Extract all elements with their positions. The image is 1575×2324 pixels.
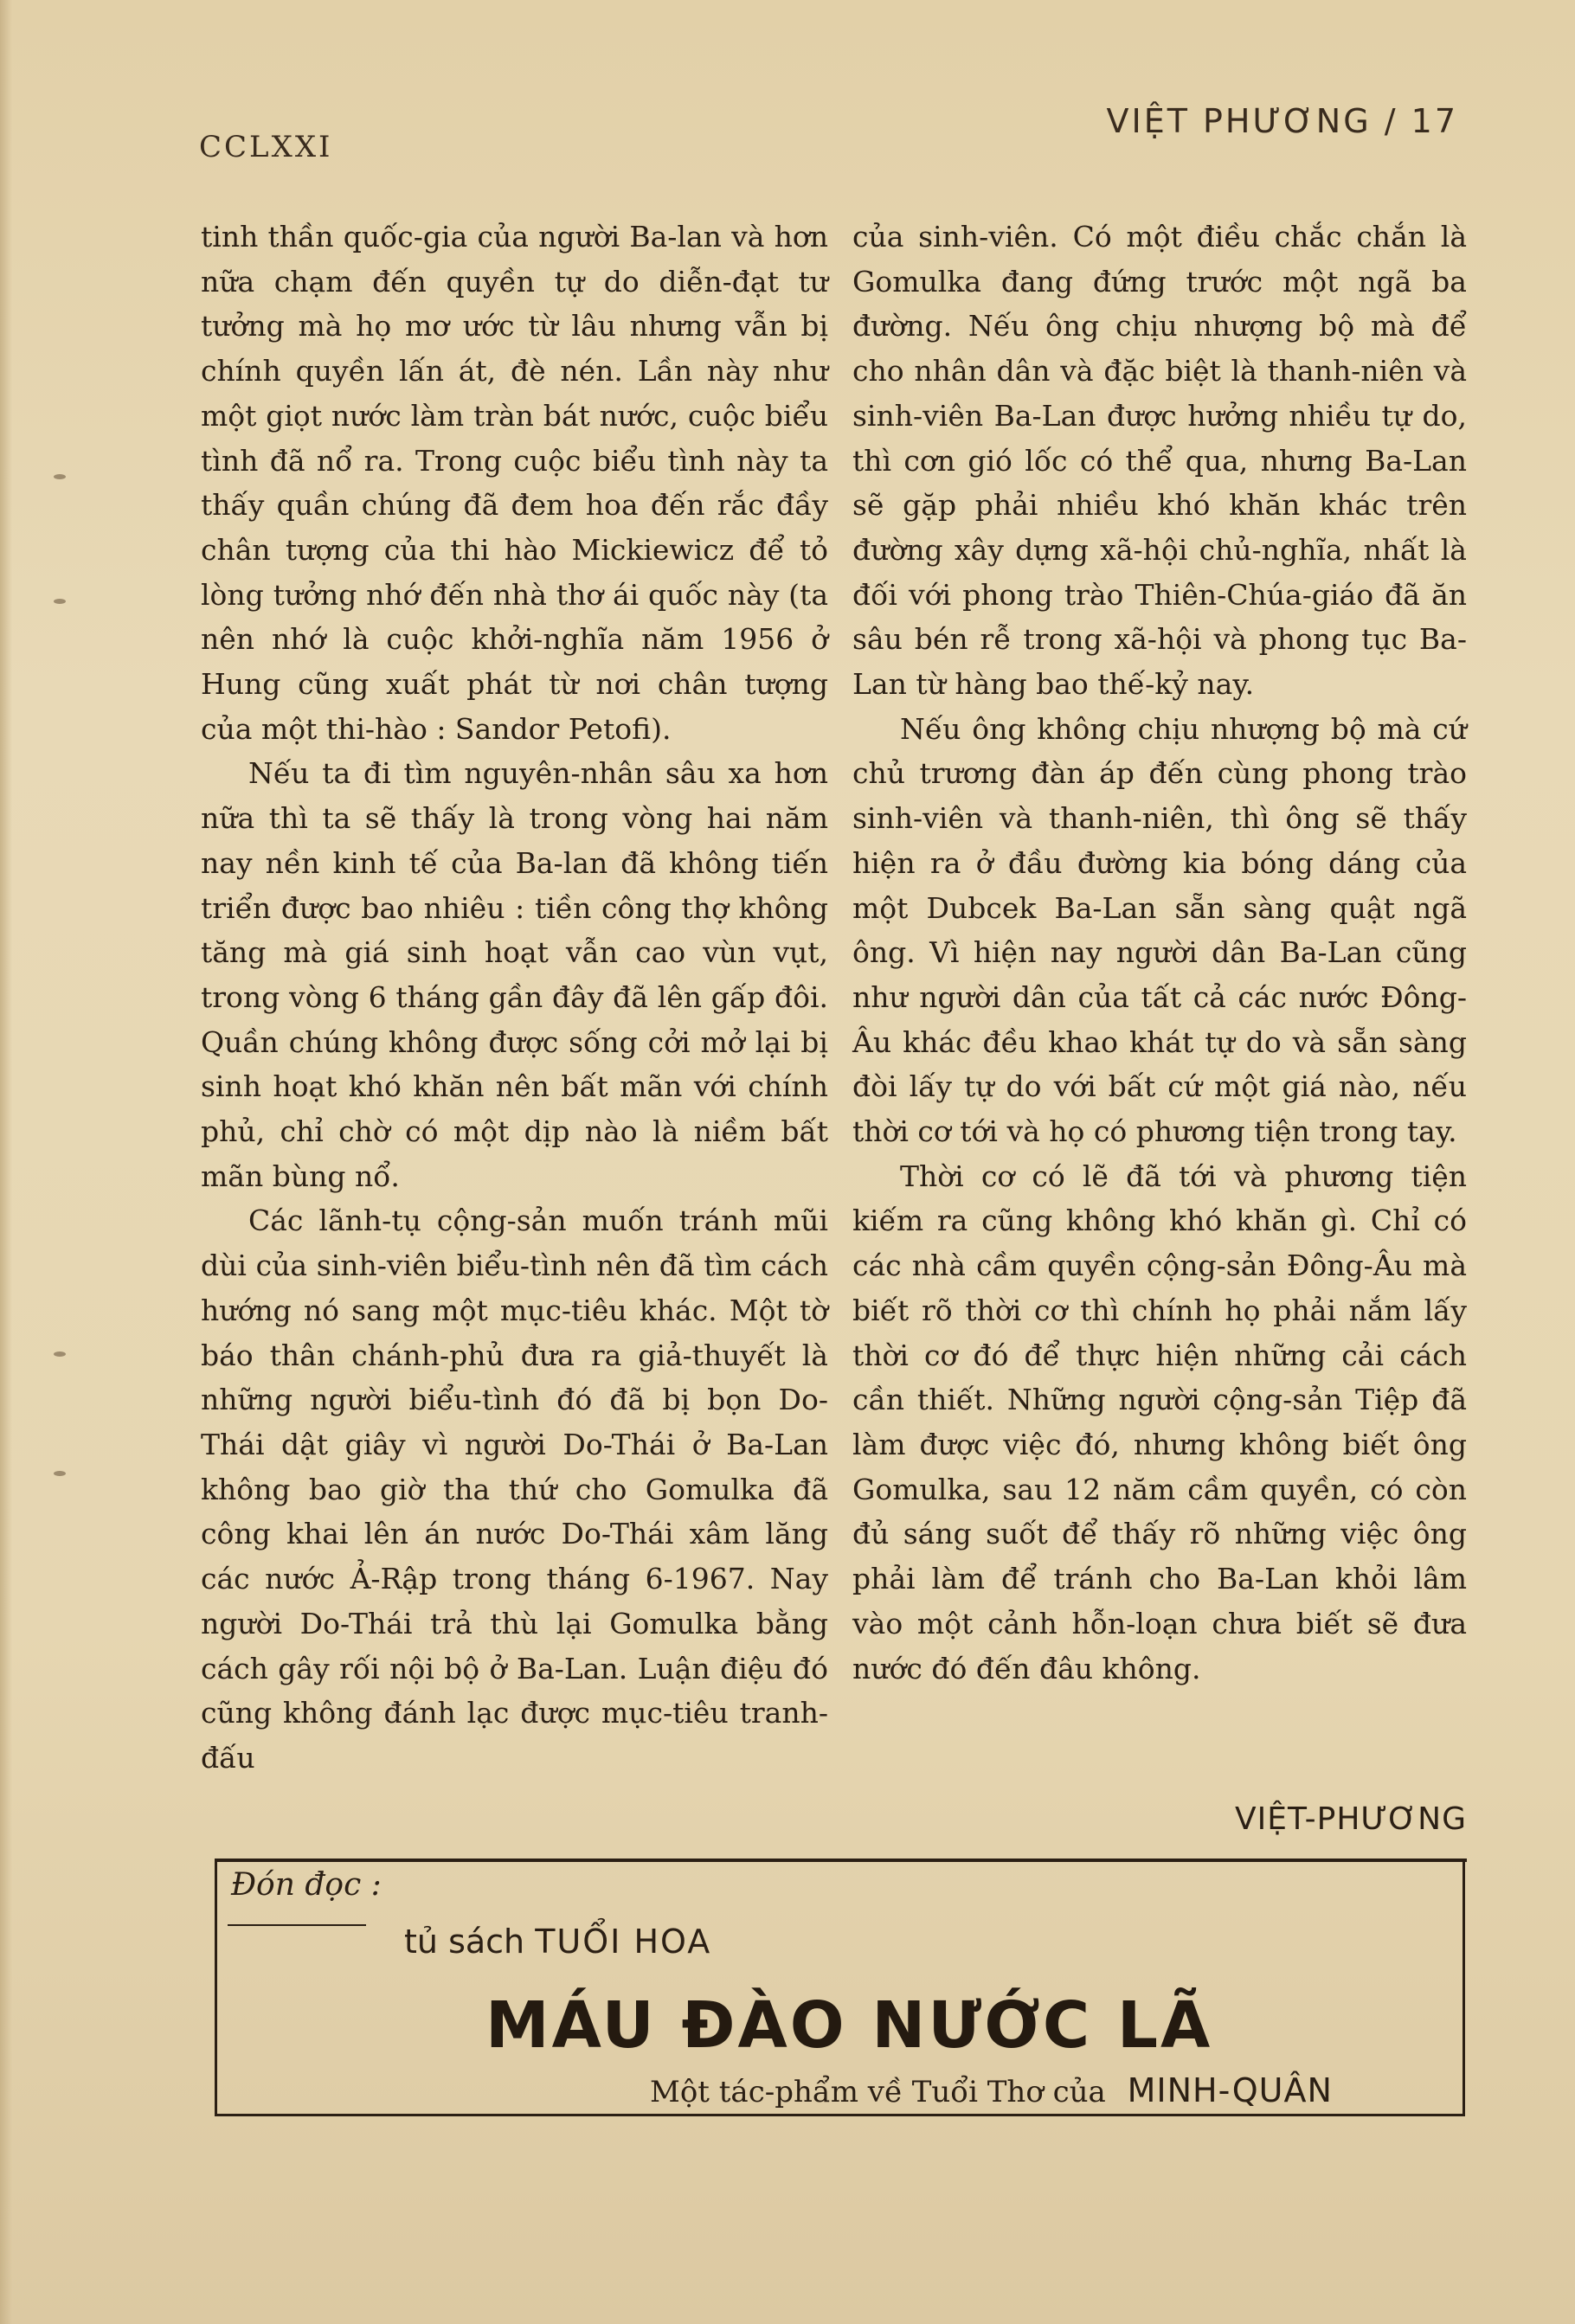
paragraph: Các lãnh-tụ cộng-sản muốn tránh mũi dùi của sinh-viên biểu-tình nên đã tìm cách hướng nó sang một mục-tiêu khác. Một tờ báo thân chánh-phủ đưa ra giả-thuyết là những người biểu-tình đó đã bị bọn Do-Thái dật giây vì người Do-Thái ở Ba-Lan không bao giờ tha thứ cho Gomulka đã công khai lên án nước Do-Thái xâm lăng các nước Ả-Rập trong tháng 6-1967. Nay người Do-Thái trả thù lại Gomulka bằng cách gây rối nội bộ ở Ba-Lan. Luận điệu đó cũng không đánh lạc được mục-tiêu tranh-đấu — [201, 1204, 828, 1775]
paragraph: của sinh-viên. Có một điều chắc chắn là Gomulka đang đứng trước một ngã ba đường. Nếu ông chịu nhượng bộ mà để cho nhân dân và đặc biệt là thanh-niên và sinh-viên Ba-Lan được hưởng nhiều tự do, thì cơn gió lốc có thể qua, nhưng Ba-Lan sẽ gặp phải nhiều khó khăn khác trên đường xây dựng xã-hội chủ-nghĩa, nhất là đối với phong trào Thiên-Chúa-giáo đã ăn sâu bén rễ trong xã-hội và phong tục Ba-Lan từ hàng bao thế-kỷ nay. — [852, 220, 1467, 702]
book-author: MINH-QUÂN — [1127, 2071, 1333, 2109]
left-column — [201, 215, 828, 1781]
binding-mark — [54, 474, 66, 479]
book-series — [404, 1923, 711, 1961]
binding-mark — [54, 599, 66, 604]
ad-heading-underline — [228, 1924, 366, 1926]
book-advertisement — [215, 1860, 1465, 2116]
running-header: VIỆT PHƯƠNG / 17 — [1106, 102, 1458, 140]
book-title: MÁU ĐÀO NƯỚC LÃ — [485, 1988, 1213, 2063]
paragraph: Nếu ông không chịu nhượng bộ mà cứ chủ trương đàn áp đến cùng phong trào sinh-viên và thanh-niên, thì ông sẽ thấy hiện ra ở đầu đường kia bóng dáng của một Dubcek Ba-Lan sẵn sàng quật ngã ông. Vì hiện nay người dân Ba-Lan cũng như người dân của tất cả các nước Đông-Âu khác đều khao khát tự do và sẵn sàng đòi lấy tự do với bất cứ một giá nào, nếu thời cơ tới và họ có phương tiện trong tay. — [852, 711, 1467, 1149]
paragraph: tinh thần quốc-gia của người Ba-lan và hơn nữa chạm đến quyền tự do diễn-đạt tư tưởng mà họ mơ ước từ lâu nhưng vẫn bị chính quyền lấn át, đè nén. Lần này như một giọt nước làm tràn bát nước, cuộc biểu tình đã nổ ra. Trong cuộc biểu tình này ta thấy quần chúng đã đem hoa đến rắc đầy chân tượng của thi hào Mickiewicz để tỏ lòng tưởng nhớ đến nhà thơ ái quốc này (ta nên nhớ là cuộc khởi-nghĩa năm 1956 ở Hung cũng xuất phát từ nơi chân tượng của một thi-hào : Sandor Petofi). — [201, 220, 828, 746]
paragraph: Thời cơ có lẽ đã tới và phương tiện kiếm ra cũng không khó khăn gì. Chỉ có các nhà cầm quyền cộng-sản Đông-Âu mà biết rõ thời cơ thì chính họ phải nắm lấy thời cơ đó để thực hiện những cải cách cần thiết. Những người cộng-sản Tiệp đã làm được việc đó, nhưng không biết ông Gomulka, sau 12 năm cầm quyền, có còn đủ sáng suốt để thấy rõ những việc ông phải làm để tránh cho Ba-Lan khỏi lâm vào một cảnh hỗn-loạn chưa biết sẽ đưa nước đó đến đâu không. — [852, 1159, 1467, 1685]
ad-heading: Đón đọc : — [231, 1867, 382, 1903]
page-edge-shadow — [0, 0, 12, 2324]
series-prefix: tủ sách — [404, 1923, 525, 1961]
paragraph: Nếu ta đi tìm nguyên-nhân sâu xa hơn nữa thì ta sẽ thấy là trong vòng hai năm nay nền kinh tế của Ba-lan đã không tiến triển được bao nhiêu : tiền công thợ không tăng mà giá sinh hoạt vẫn cao vùn vụt, trong vòng 6 tháng gần đây đã lên gấp đôi. Quần chúng không được sống cởi mở lại bị sinh hoạt khó khăn nên bất mãn với chính phủ, chỉ chờ có một dịp nào là niềm bất mãn bùng nổ. — [201, 756, 828, 1193]
author-signature: VIỆT-PHƯƠNG — [1234, 1801, 1467, 1837]
book-byline — [650, 2071, 1333, 2109]
series-name: TUỔI HOA — [535, 1923, 712, 1961]
issue-number: CCLXXI — [199, 130, 333, 164]
byline-text: Một tác-phẩm về Tuổi Thơ của — [650, 2075, 1106, 2109]
binding-mark — [54, 1471, 66, 1476]
right-column — [852, 215, 1467, 1691]
binding-mark — [54, 1351, 66, 1357]
